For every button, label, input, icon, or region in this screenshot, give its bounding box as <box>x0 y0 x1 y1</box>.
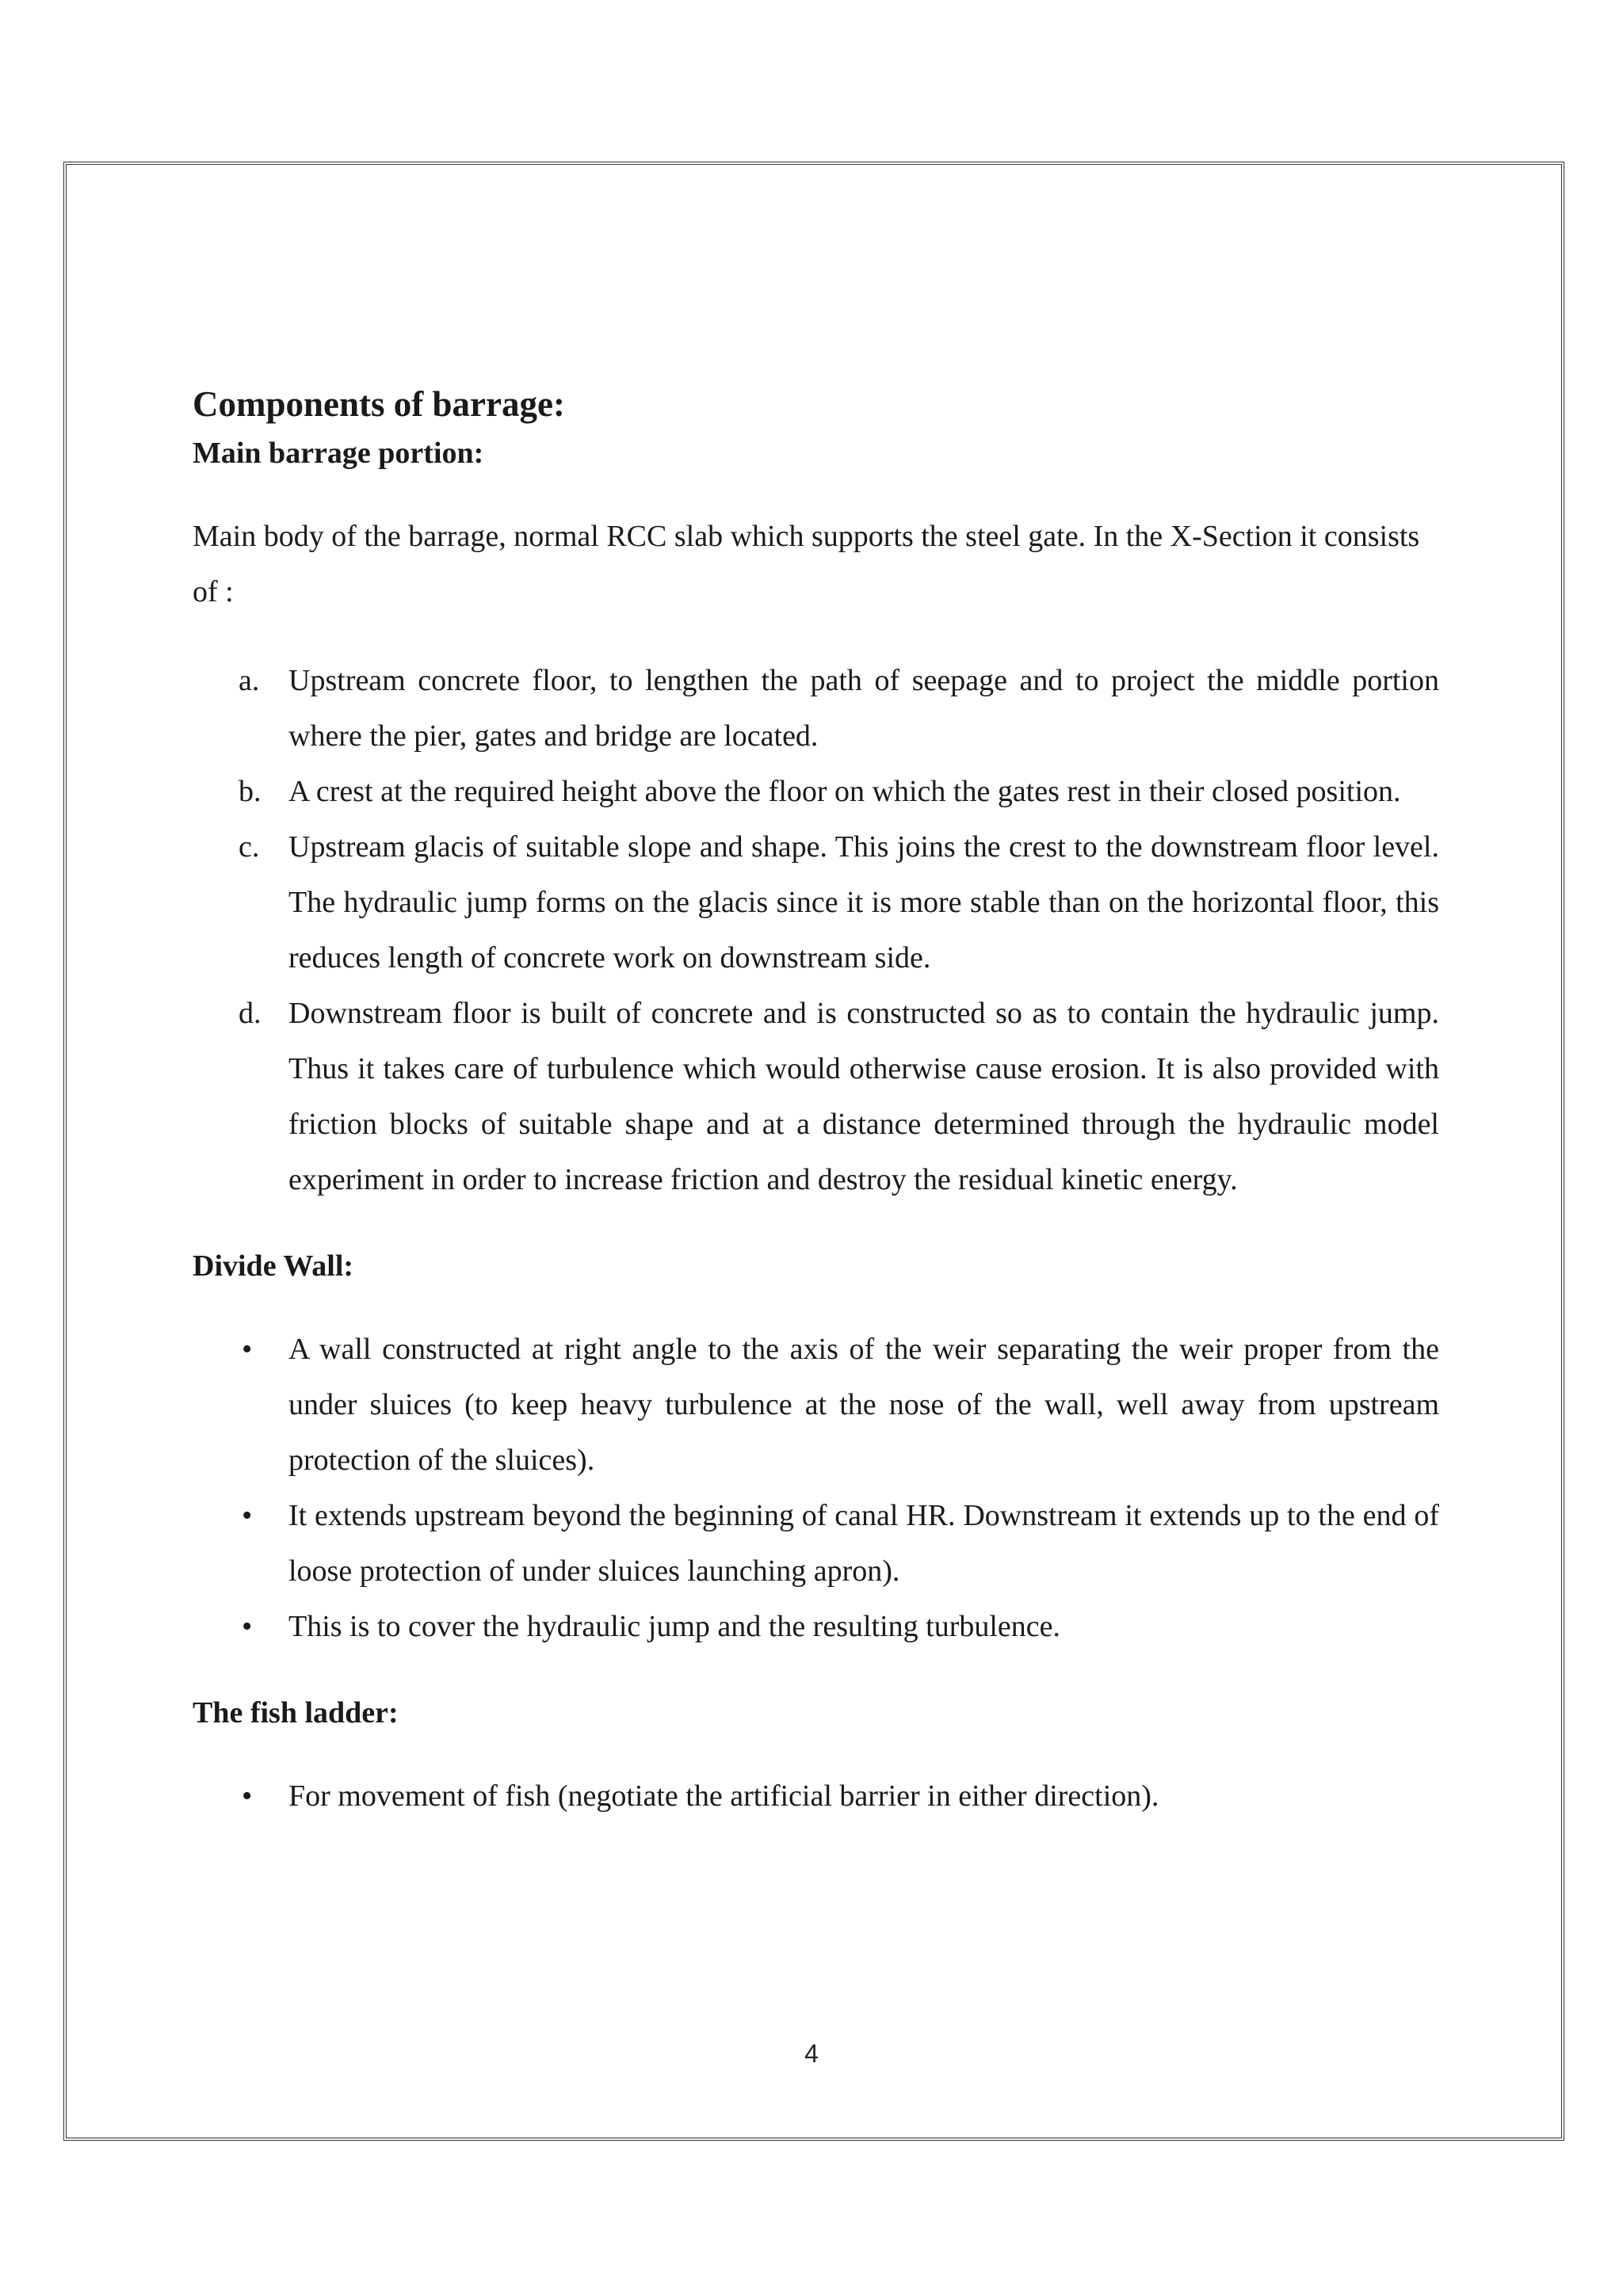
list-marker: d. <box>239 997 262 1030</box>
list-item-text: For movement of fish (negotiate the artificial barrier in either direction). <box>288 1779 1159 1813</box>
document-body <box>193 379 1439 1824</box>
list-item <box>193 819 1439 986</box>
list-item-text: It extends upstream beyond the beginning of canal HR. Downstream it extends up to the end of loose protection of under sluices launching apron). <box>288 1499 1439 1588</box>
section-heading-divide-wall: Divide Wall: <box>193 1249 354 1283</box>
list-item <box>193 986 1439 1207</box>
bullet-icon: • <box>242 1610 253 1643</box>
bullet-icon: • <box>242 1333 253 1366</box>
bullet-icon: • <box>242 1499 253 1532</box>
main-barrage-list <box>193 653 1439 1207</box>
document-title: Components of barrage: <box>193 384 565 424</box>
list-item <box>193 1599 1439 1654</box>
list-item-text: Upstream concrete floor, to lengthen the path of seepage and to project the middle portion where the pier, gates and bridge are located. <box>288 664 1439 753</box>
section-heading-fish-ladder: The fish ladder: <box>193 1696 399 1730</box>
bullet-icon: • <box>242 1779 253 1813</box>
divide-wall-list <box>193 1322 1439 1654</box>
list-item <box>193 1768 1439 1824</box>
fish-ladder-list <box>193 1768 1439 1824</box>
list-item-text: Downstream floor is built of concrete and is constructed so as to contain the hydraulic jump. Thus it takes care of turbulence which would otherwise cause erosion. It is also provided with friction blocks of suitable shape and at a distance determined through the hydraulic model experiment in order to increase friction and destroy the residual kinetic energy. <box>288 997 1439 1196</box>
list-item-text: A wall constructed at right angle to the axis of the weir separating the weir proper from the under sluices (to keep heavy turbulence at the nose of the wall, well away from upstream protection of the sluices). <box>288 1333 1439 1477</box>
list-item-text: This is to cover the hydraulic jump and the resulting turbulence. <box>288 1610 1061 1643</box>
list-item <box>193 764 1439 819</box>
list-item <box>193 1322 1439 1488</box>
list-marker: b. <box>239 775 262 808</box>
list-item <box>193 1488 1439 1599</box>
list-item-text: Upstream glacis of suitable slope and shape. This joins the crest to the downstream floor level. The hydraulic jump forms on the glacis since it is more stable than on the horizontal floor, this reduces length of concrete work on downstream side. <box>288 830 1439 974</box>
page-number: 4 <box>804 2039 819 2068</box>
list-marker: a. <box>239 664 260 697</box>
section-heading-main-barrage: Main barrage portion: <box>193 437 484 470</box>
list-item <box>193 653 1439 764</box>
intro-paragraph: Main body of the barrage, normal RCC slab which supports the steel gate. In the X-Section it consists of : <box>193 520 1420 608</box>
list-marker: c. <box>239 830 260 864</box>
list-item-text: A crest at the required height above the floor on which the gates rest in their closed position. <box>288 775 1401 808</box>
